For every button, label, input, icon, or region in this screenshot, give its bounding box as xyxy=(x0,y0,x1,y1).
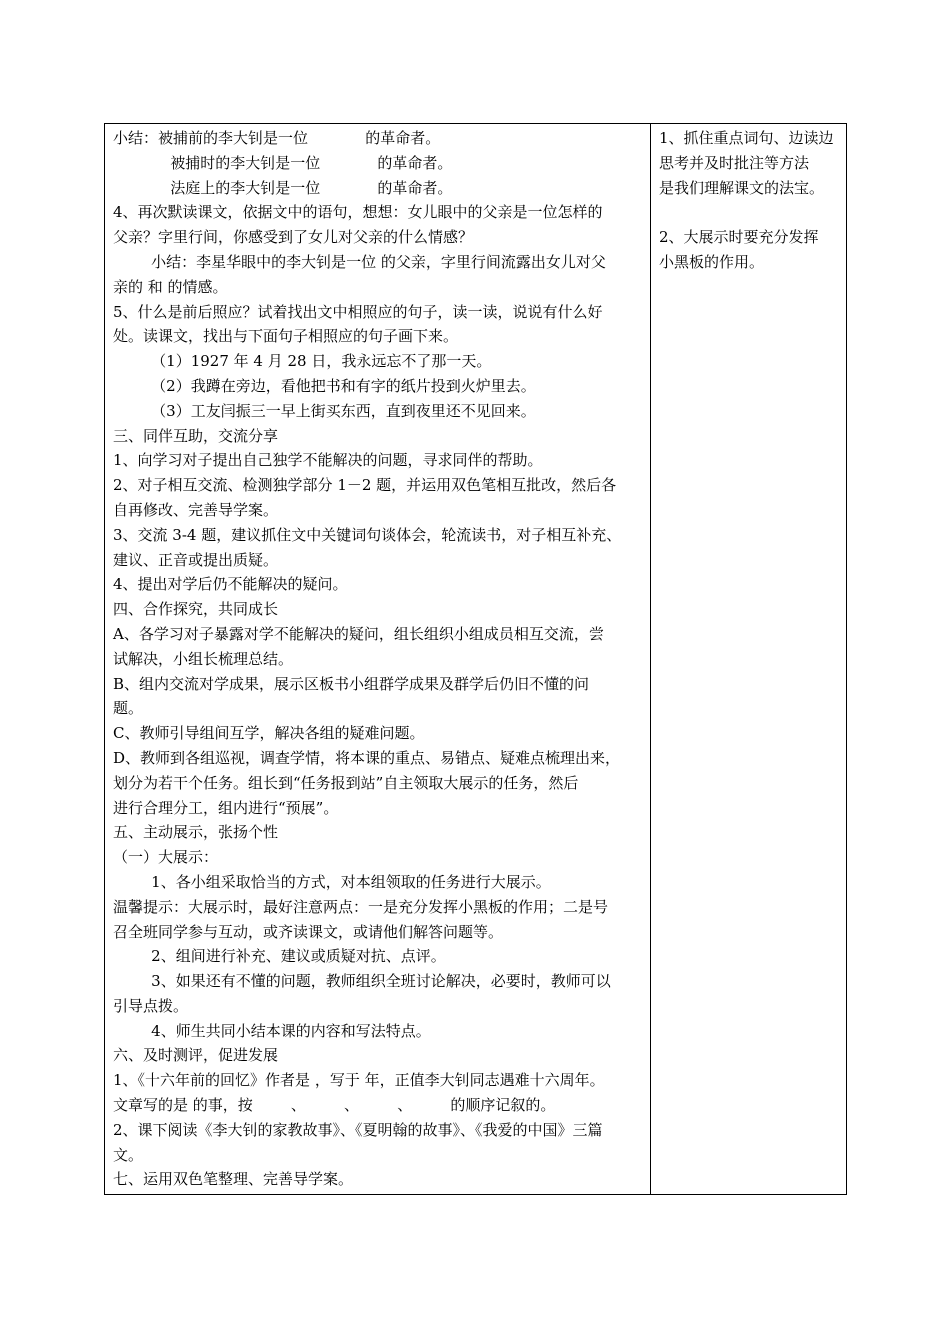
note-line: 思考并及时批注等方法 xyxy=(659,153,810,172)
main-content-cell xyxy=(105,124,651,1195)
content-line: 4、再次默读课文，依据文中的语句，想想：女儿眼中的父亲是一位怎样的 xyxy=(113,203,603,222)
content-line: 5、什么是前后照应？试着找出文中相照应的句子，读一读，说说有什么好 xyxy=(113,302,603,321)
content-line: 2、对子相互交流、检测独学部分 1－2 题，并运用双色笔相互批改，然后各 xyxy=(113,476,617,495)
content-line: 引导点拨。 xyxy=(113,996,189,1015)
content-line: 处。读课文，找出与下面句子相照应的句子画下来。 xyxy=(113,327,459,346)
content-line: 1、向学习对子提出自己独学不能解决的问题，寻求同伴的帮助。 xyxy=(113,451,543,470)
content-line: D、教师到各组巡视，调查学情，将本课的重点、易错点、疑难点梳理出来， xyxy=(113,748,621,767)
content-line: 划分为若干个任务。组长到“任务报到站”自主领取大展示的任务，然后 xyxy=(113,773,579,792)
content-line: 四、合作探究，共同成长 xyxy=(113,600,279,619)
content-line: 召全班同学参与互动，或齐读课文，或请他们解答问题等。 xyxy=(113,922,504,941)
content-line: 2、组间进行补充、建议或质疑对抗、点评。 xyxy=(113,947,446,966)
content-line: 父亲？字里行间，你感受到了女儿对父亲的什么情感？ xyxy=(113,228,474,247)
content-line: 六、及时测评，促进发展 xyxy=(113,1046,279,1065)
content-line: A、各学习对子暴露对学不能解决的疑问，组长组织小组成员相互交流，尝 xyxy=(113,624,604,643)
note-line: 2、大展示时要充分发挥 xyxy=(659,228,819,247)
content-line: 3、如果还有不懂的问题，教师组织全班讨论解决，必要时，教师可以 xyxy=(113,972,611,991)
content-line: 五、主动展示，张扬个性 xyxy=(113,823,279,842)
content-line: 题。 xyxy=(113,699,144,718)
note-line xyxy=(659,200,840,225)
content-line: 被捕时的李大钊是一位 的革命者。 xyxy=(113,153,453,172)
content-line: 试解决，小组长梳理总结。 xyxy=(113,649,294,668)
content-line: 进行合理分工，组内进行“预展”。 xyxy=(113,798,339,817)
content-line: 自再修改、完善导学案。 xyxy=(113,500,279,519)
content-line: 温馨提示：大展示时，最好注意两点：一是充分发挥小黑板的作用；二是号 xyxy=(113,897,609,916)
content-line: 小结：被捕前的李大钊是一位 的革命者。 xyxy=(113,129,441,147)
table-row xyxy=(105,124,847,1195)
content-line: C、教师引导组间互学，解决各组的疑难问题。 xyxy=(113,724,425,743)
content-line: 七、运用双色笔整理、完善导学案。 xyxy=(113,1170,354,1189)
notes-cell xyxy=(651,124,847,1195)
content-line: 文。 xyxy=(113,1145,144,1164)
content-line: 3、交流 3-4 题，建议抓住文中关键词句谈体会，轮流读书，对子相互补充、 xyxy=(113,525,622,544)
content-line: （一）大展示： xyxy=(113,848,219,867)
content-line: （3）工友闫振三一早上街买东西，直到夜里还不见回来。 xyxy=(113,401,536,420)
note-line: 小黑板的作用。 xyxy=(659,252,765,271)
content-line: 亲的 和 的情感。 xyxy=(113,277,228,296)
content-line: 1、各小组采取恰当的方式，对本组领取的任务进行大展示。 xyxy=(113,872,551,891)
content-line: 三、同伴互助，交流分享 xyxy=(113,426,279,445)
content-line: 1、《十六年前的回忆》作者是 ，写于 年，正值李大钊同志遇难十六周年。 xyxy=(113,1071,605,1090)
content-line: 4、提出对学后仍不能解决的疑问。 xyxy=(113,575,348,594)
content-line: 建议、正音或提出质疑。 xyxy=(113,550,279,569)
content-line: 2、课下阅读《李大钊的家教故事》、《夏明翰的故事》、《我爱的中国》三篇 xyxy=(113,1120,603,1139)
content-line: （2）我蹲在旁边，看他把书和有字的纸片投到火炉里去。 xyxy=(113,376,536,395)
note-line: 1、抓住重点词句、边读边 xyxy=(659,129,834,147)
content-line: 文章写的是 的事，按 、 、 、 的顺序记叙的。 xyxy=(113,1096,556,1115)
content-line: 法庭上的李大钊是一位 的革命者。 xyxy=(113,178,453,197)
lesson-plan-table xyxy=(104,123,847,1195)
content-line: 4、师生共同小结本课的内容和写法特点。 xyxy=(113,1021,431,1040)
content-line: （1）1927 年 4 月 28 日，我永远忘不了那一天。 xyxy=(113,352,492,371)
note-line: 是我们理解课文的法宝。 xyxy=(659,178,825,197)
content-line: B、组内交流对学成果，展示区板书小组群学成果及群学后仍旧不懂的问 xyxy=(113,674,590,693)
content-line: 小结：李星华眼中的李大钊是一位 的父亲，字里行间流露出女儿对父 xyxy=(113,252,606,271)
